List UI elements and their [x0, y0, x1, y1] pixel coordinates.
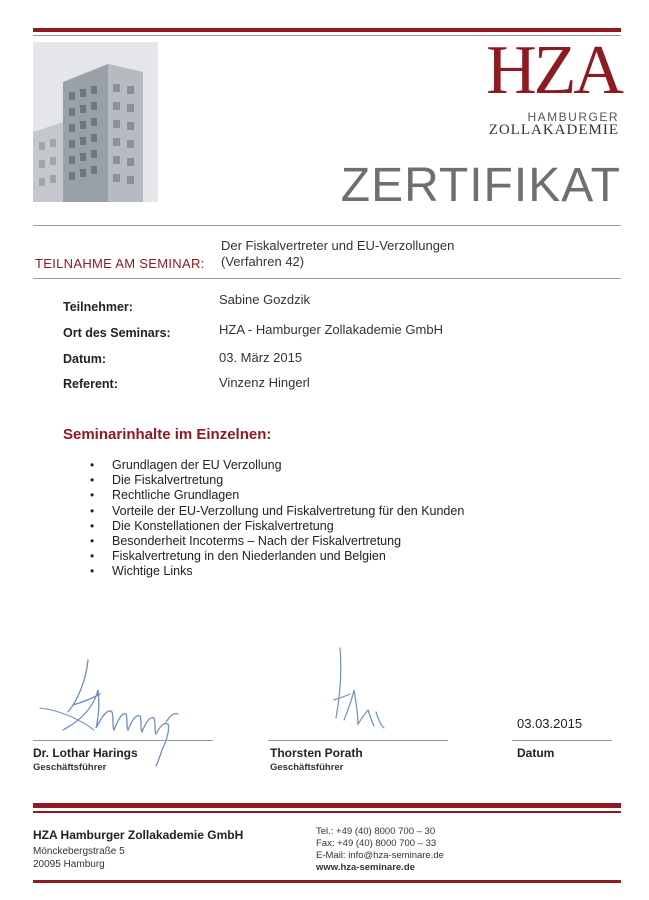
footer-tel: Tel.: +49 (40) 8000 700 – 30	[316, 826, 436, 837]
seminar-title	[221, 238, 454, 270]
hza-logo: HZA	[486, 32, 621, 109]
signer2-role: Geschäftsführer	[270, 762, 344, 773]
participant-label: Teilnehmer:	[63, 300, 133, 314]
seminar-title-line1: Der Fiskalvertreter und EU-Verzollungen	[221, 238, 455, 253]
list-item: • Die Fiskalvertretung	[90, 473, 464, 488]
signer1-name: Dr. Lothar Harings	[33, 746, 138, 760]
signer1-role: Geschäftsführer	[33, 762, 107, 773]
signature-line-3	[512, 740, 612, 741]
list-item: • Die Konstellationen der Fiskalvertretung	[90, 519, 464, 534]
footer-accent-bar-thin	[33, 811, 621, 813]
list-item: • Besonderheit Incoterms – Nach der Fiskalvertretung	[90, 534, 464, 549]
list-item: • Rechtliche Grundlagen	[90, 488, 464, 503]
list-item: • Vorteile der EU-Verzollung und Fiskalvertretung für den Kunden	[90, 504, 464, 519]
footer-city: 20095 Hamburg	[33, 859, 105, 870]
signature-porath	[320, 640, 390, 740]
participant-value: Sabine Gozdzik	[219, 292, 311, 307]
building-photo	[33, 42, 158, 202]
list-item: • Grundlagen der EU Verzollung	[90, 458, 464, 473]
seminar-label: TEILNAHME AM SEMINAR:	[35, 256, 205, 271]
contents-list	[90, 458, 464, 580]
list-item: • Wichtige Links	[90, 564, 464, 579]
list-item: • Fiskalvertretung in den Niederlanden und Belgien	[90, 549, 464, 564]
speaker-value: Vinzenz Hingerl	[219, 375, 310, 390]
speaker-label: Referent:	[63, 377, 118, 391]
footer-website: www.hza-seminare.de	[316, 862, 415, 873]
signature-line-2	[268, 740, 448, 741]
location-label: Ort des Seminars:	[63, 326, 171, 340]
contents-heading: Seminarinhalte im Einzelnen:	[63, 426, 272, 443]
footer-company-name: HZA Hamburger Zollakademie GmbH	[33, 828, 244, 842]
footer-email: E-Mail: info@hza-seminare.de	[316, 850, 444, 861]
seminar-title-line2: (Verfahren 42)	[221, 254, 305, 269]
certificate-title: ZERTIFIKAT	[340, 159, 621, 212]
title-divider	[33, 225, 621, 226]
bottom-accent-bar	[33, 880, 621, 883]
signer2-name: Thorsten Porath	[270, 746, 363, 760]
location-value: HZA - Hamburger Zollakademie GmbH	[219, 322, 443, 337]
seminar-divider	[33, 278, 621, 279]
signature-date-label: Datum	[517, 746, 555, 760]
logo-subtitle-zollakademie: ZOLLAKADEMIE	[488, 122, 619, 138]
date-value: 03. März 2015	[219, 350, 303, 365]
footer-fax: Fax: +49 (40) 8000 700 – 33	[316, 838, 437, 849]
logo-subtitle-hamburger: HAMBURGER	[527, 110, 619, 124]
date-label: Datum:	[63, 352, 107, 366]
building-illustration	[33, 42, 158, 202]
signature-date-value: 03.03.2015	[517, 716, 583, 731]
footer-street: Mönckebergstraße 5	[33, 846, 125, 857]
signature-line-1	[33, 740, 213, 741]
footer-accent-bar	[33, 803, 621, 808]
